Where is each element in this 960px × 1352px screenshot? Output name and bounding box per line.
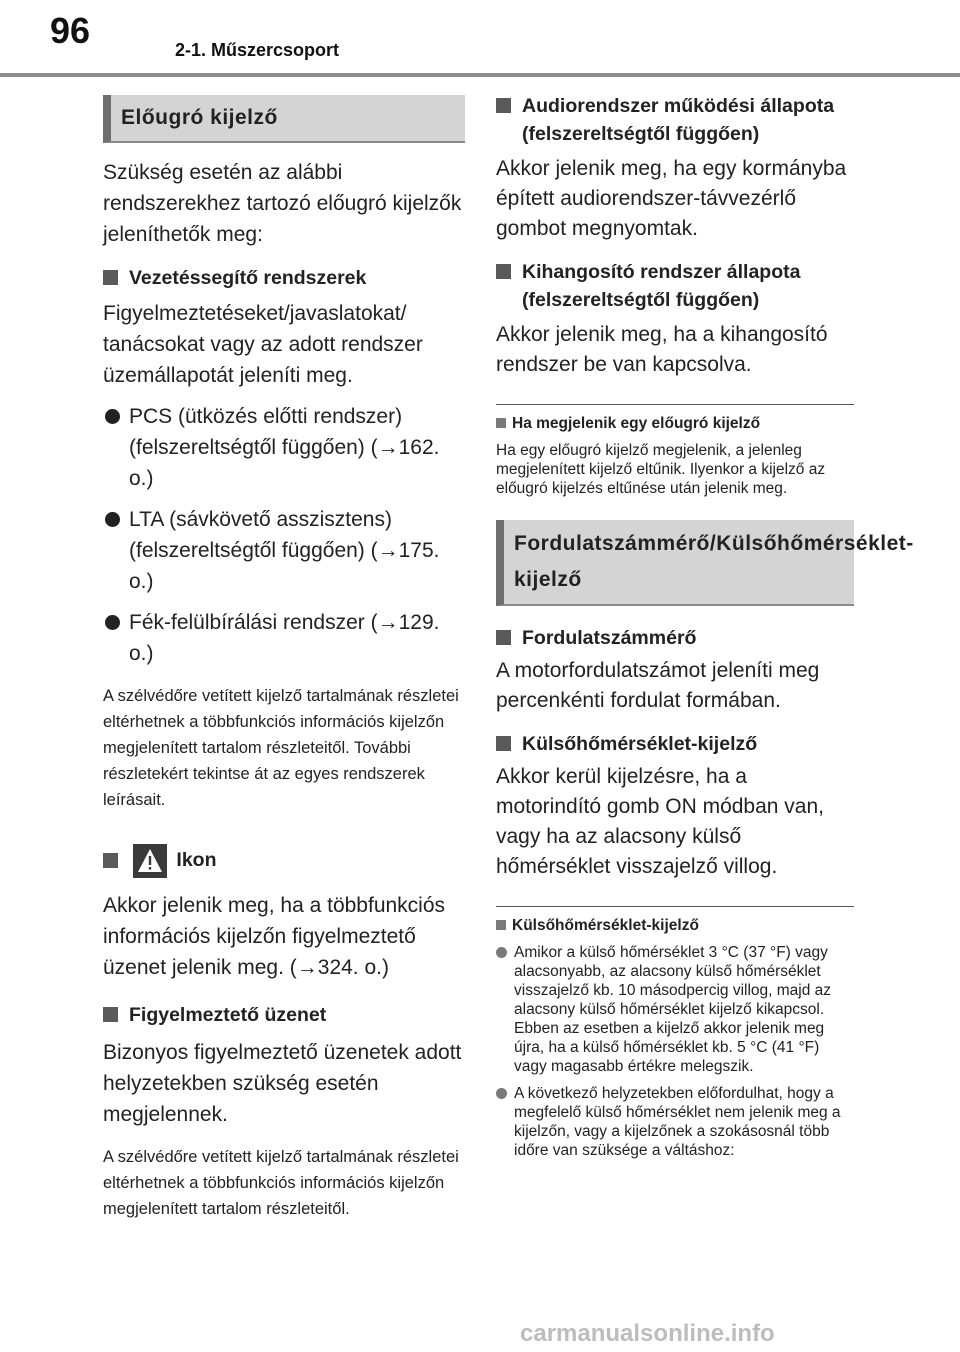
warning-message-text: Bizonyos figyelmeztető üzenetek adott helyzetekben szükség esetén megjelennek. (103, 1040, 462, 1126)
heading-label: Fordulatszámmérő (522, 627, 697, 649)
round-bullet-icon (105, 512, 120, 527)
square-bullet-icon (496, 630, 511, 645)
list-item-text: LTA (sávkövető asszisztens) (felszereltségtől függően) (→175. o.) (129, 508, 440, 593)
round-bullet-icon (496, 1088, 507, 1099)
heading-label: Ikon (176, 849, 217, 871)
note-text-1: A szélvédőre vetített kijelző tartalmának részletei eltérhetnek a többfunkciós információs kijelzőn megjelenített tartalom részleteitől. További részletekért tekintse át az egyes rendszerek leírásait. (103, 687, 459, 809)
intro-text: Szükség esetén az alábbi rendszerekhez tartozó előugró kijelzők jeleníthetők meg: (103, 161, 462, 246)
heading-handsfree-status (496, 258, 854, 314)
page-header (0, 0, 960, 78)
note-heading-label: Külsőhőmérséklet-kijelző (512, 917, 699, 934)
square-bullet-icon (496, 920, 506, 930)
heading-outside-temp (496, 730, 854, 758)
note-list-item-text: Amikor a külső hőmérséklet 3 °C (37 °F) vagy alacsonyabb, az alacsony külső hőmérséklet visszajelző kb. 10 másodpercig villog, majd az alacsony külső hőmérséklet kijelző kikapcsol. Ebben az esetben a kijelző akkor jelenik meg újra, ha a külső hőmérséklet kb. 5 °C (41 °F) vagy magasabb értékre melegszik. (514, 944, 832, 1075)
driving-assist-text: Figyelmeztetéseket/javaslatokat/ tanácsokat vagy az adott rendszer üzemállapotát jeleníti meg. (103, 302, 423, 387)
square-bullet-icon (496, 264, 511, 279)
handsfree-status-text: Akkor jelenik meg, ha a kihangosító rendszer be van kapcsolva. (496, 323, 828, 376)
section-title-popup-display: Előugró kijelző (103, 95, 465, 143)
outside-temp-text: Akkor kerül kijelzésre, ha a motorindító gomb ON módban van, vagy ha az alacsony külső hőmérséklet visszajelző villog. (496, 765, 825, 878)
divider (496, 404, 854, 405)
square-bullet-icon (103, 1007, 118, 1022)
right-column (496, 92, 914, 1160)
heading-audio-status (496, 92, 854, 148)
square-bullet-icon (496, 98, 511, 113)
round-bullet-icon (105, 409, 120, 424)
note-heading-label: Ha megjelenik egy előugró kijelző (512, 415, 761, 432)
note-list-item-text: A következő helyzetekben előfordulhat, hogy a megfelelő külső hőmérséklet nem jelenik meg a kijelzőn, vagy a kijelzőnek a szokásosnál több időre van szüksége a váltáshoz: (514, 1085, 841, 1159)
square-bullet-icon (496, 418, 506, 428)
list-item-text: PCS (ütközés előtti rendszer) (felszereltségtől függően) (→162. o.) (129, 405, 440, 490)
note-list-item (496, 943, 854, 1076)
note-text-2: A szélvédőre vetített kijelző tartalmának részletei eltérhetnek a többfunkciós információs kijelzőn megjelenített tartalom részleteitől. (103, 1147, 459, 1218)
heading-label: Figyelmeztető üzenet (129, 1003, 327, 1026)
square-bullet-icon (103, 270, 118, 285)
divider (496, 906, 854, 907)
page-number: 96 (50, 10, 91, 51)
square-bullet-icon (103, 853, 118, 868)
heading-warning-message (103, 1001, 465, 1029)
round-bullet-icon (496, 947, 507, 958)
heading-icon (103, 843, 465, 878)
heading-label: Audiorendszer működési állapota (felszereltségtől függően) (522, 95, 835, 145)
heading-driving-assist (103, 264, 465, 292)
watermark: carmanualsonline.info (520, 1320, 775, 1347)
section-title-tachometer: Fordulatszámmérő/Külsőhőmérséklet-kijelző (496, 520, 854, 606)
tachometer-text: A motorfordulatszámot jeleníti meg percenkénti fordulat formában. (496, 659, 820, 712)
note-heading-popup (496, 415, 854, 433)
heading-label: Kihangosító rendszer állapota (felszereltségtől függően) (522, 261, 801, 311)
left-column (103, 95, 465, 1222)
heading-label: Vezetéssegítő rendszerek (129, 267, 367, 289)
note-list-item (496, 1084, 854, 1160)
list-item (103, 504, 465, 597)
header-divider (0, 73, 960, 77)
icon-text: Akkor jelenik meg, ha a többfunkciós információs kijelzőn figyelmeztető üzenet jelenik meg. (→324. o.) (103, 893, 446, 979)
square-bullet-icon (496, 736, 511, 751)
round-bullet-icon (105, 615, 120, 630)
warning-triangle-icon (133, 844, 167, 878)
note-text-popup: Ha egy előugró kijelző megjelenik, a jelenleg megjelenített kijelző eltűnik. Ilyenkor a kijelző az előugró kijelzés eltűnése után jelenik meg. (496, 442, 826, 497)
list-item (103, 401, 465, 494)
note-heading-outside-temp (496, 917, 854, 935)
list-item-text: Fék-felülbírálási rendszer (→129. o.) (129, 611, 440, 665)
heading-tachometer (496, 624, 854, 652)
heading-label: Külsőhőmérséklet-kijelző (522, 733, 758, 755)
section-reference: 2-1. Műszercsoport (175, 40, 340, 60)
audio-status-text: Akkor jelenik meg, ha egy kormányba épített audiorendszer-távvezérlő gombot megnyomtak. (496, 157, 847, 240)
list-item (103, 607, 465, 669)
